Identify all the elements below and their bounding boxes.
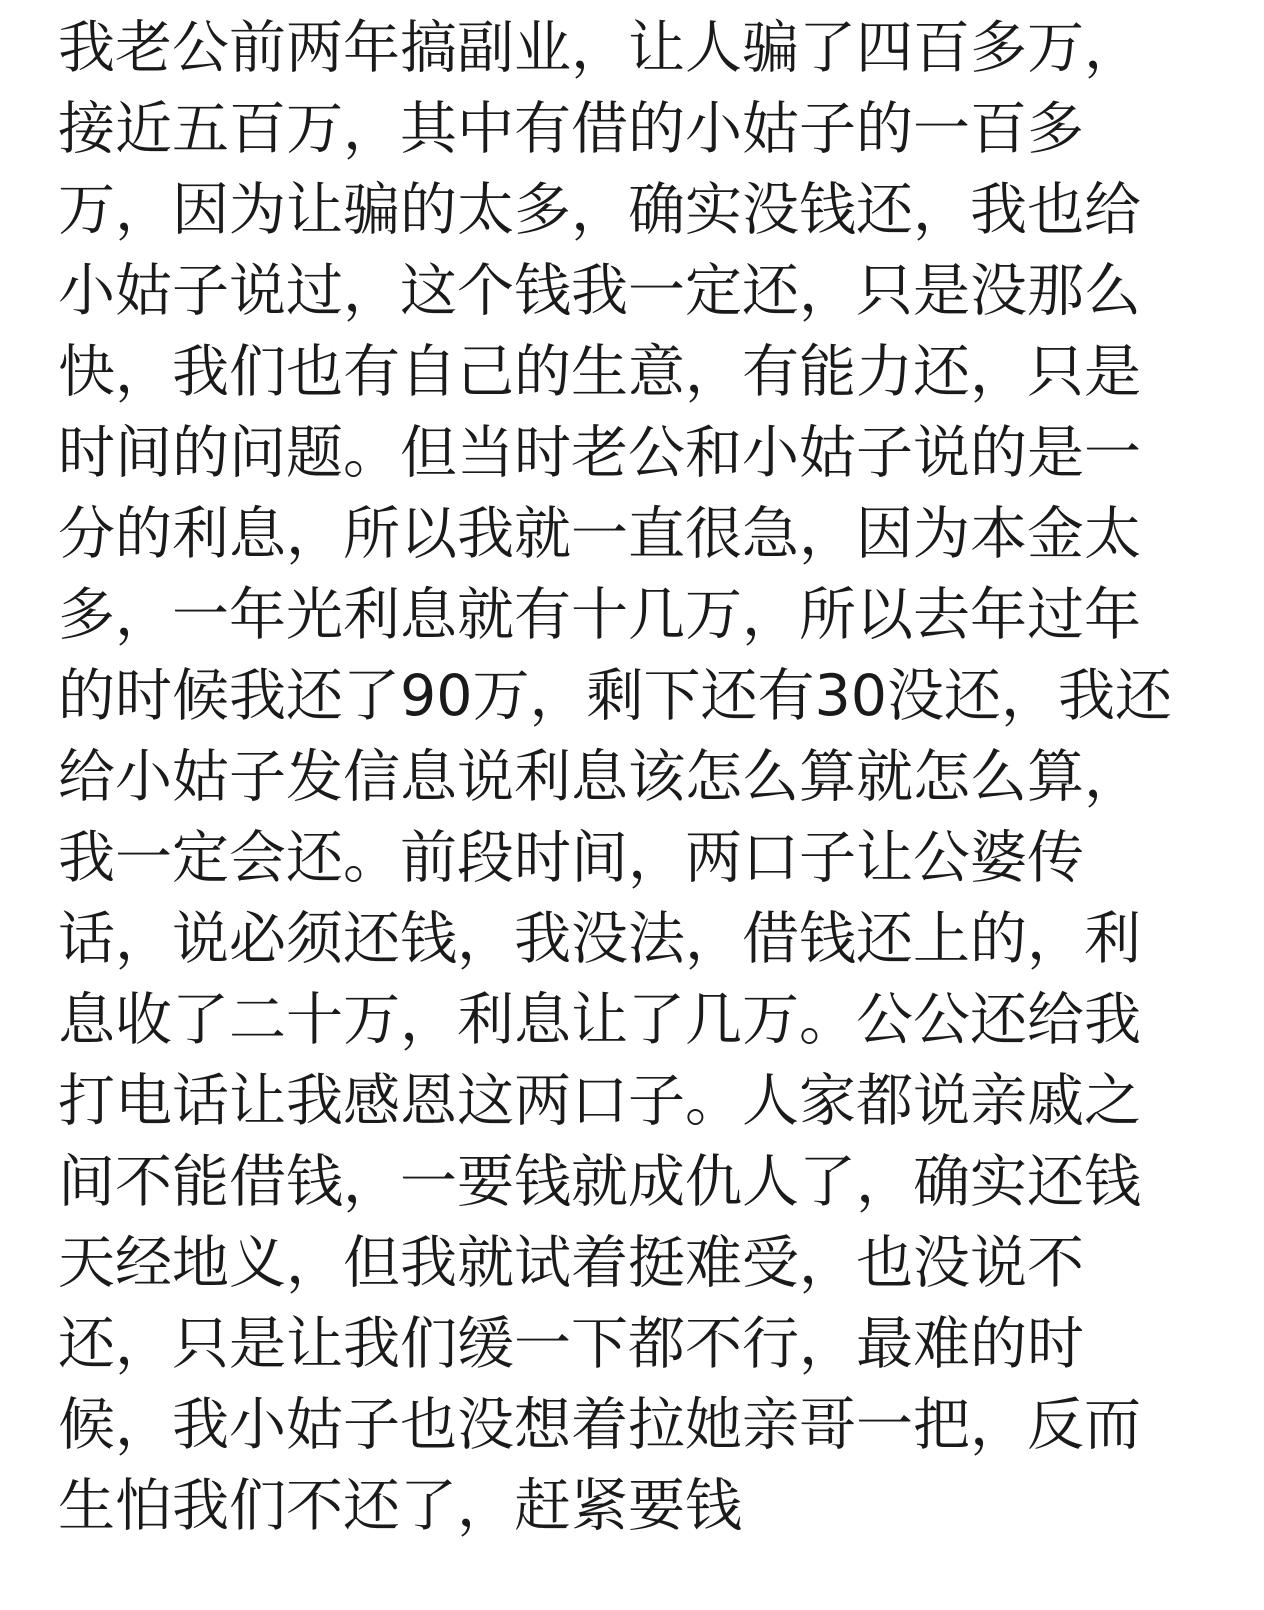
text-line: 给小姑子发信息说利息该怎么算就怎么算， xyxy=(58,744,1141,810)
text-line: 间不能借钱，一要钱就成仇人了，确实还钱 xyxy=(58,1149,1141,1215)
text-line: 时间的问题。但当时老公和小姑子说的是一 xyxy=(58,420,1141,486)
text-line: 的时候我还了90万，剩下还有30没还，我还 xyxy=(58,663,1173,729)
text-line: 接近五百万，其中有借的小姑子的一百多 xyxy=(58,96,1084,162)
text-line: 候，我小姑子也没想着拉她亲哥一把，反而 xyxy=(58,1392,1141,1458)
text-line: 我老公前两年搞副业，让人骗了四百多万， xyxy=(58,15,1141,81)
text-line: 我一定会还。前段时间，两口子让公婆传 xyxy=(58,825,1084,891)
text-line: 话，说必须还钱，我没法，借钱还上的，利 xyxy=(58,906,1141,972)
text-line: 多，一年光利息就有十几万，所以去年过年 xyxy=(58,582,1141,648)
text-line: 快，我们也有自己的生意，有能力还，只是 xyxy=(58,339,1141,405)
text-line: 万，因为让骗的太多，确实没钱还，我也给 xyxy=(58,177,1141,243)
text-line: 息收了二十万，利息让了几万。公公还给我 xyxy=(58,987,1141,1053)
text-line: 天经地义，但我就试着挺难受，也没说不 xyxy=(58,1230,1084,1296)
text-line: 生怕我们不还了，赶紧要钱 xyxy=(58,1473,742,1539)
text-line: 还，只是让我们缓一下都不行，最难的时 xyxy=(58,1311,1084,1377)
text-line: 打电话让我感恩这两口子。人家都说亲戚之 xyxy=(58,1068,1141,1134)
post-body xyxy=(58,8,1258,1547)
text-line: 分的利息，所以我就一直很急，因为本金太 xyxy=(58,501,1141,567)
text-line: 小姑子说过，这个钱我一定还，只是没那么 xyxy=(58,258,1141,324)
